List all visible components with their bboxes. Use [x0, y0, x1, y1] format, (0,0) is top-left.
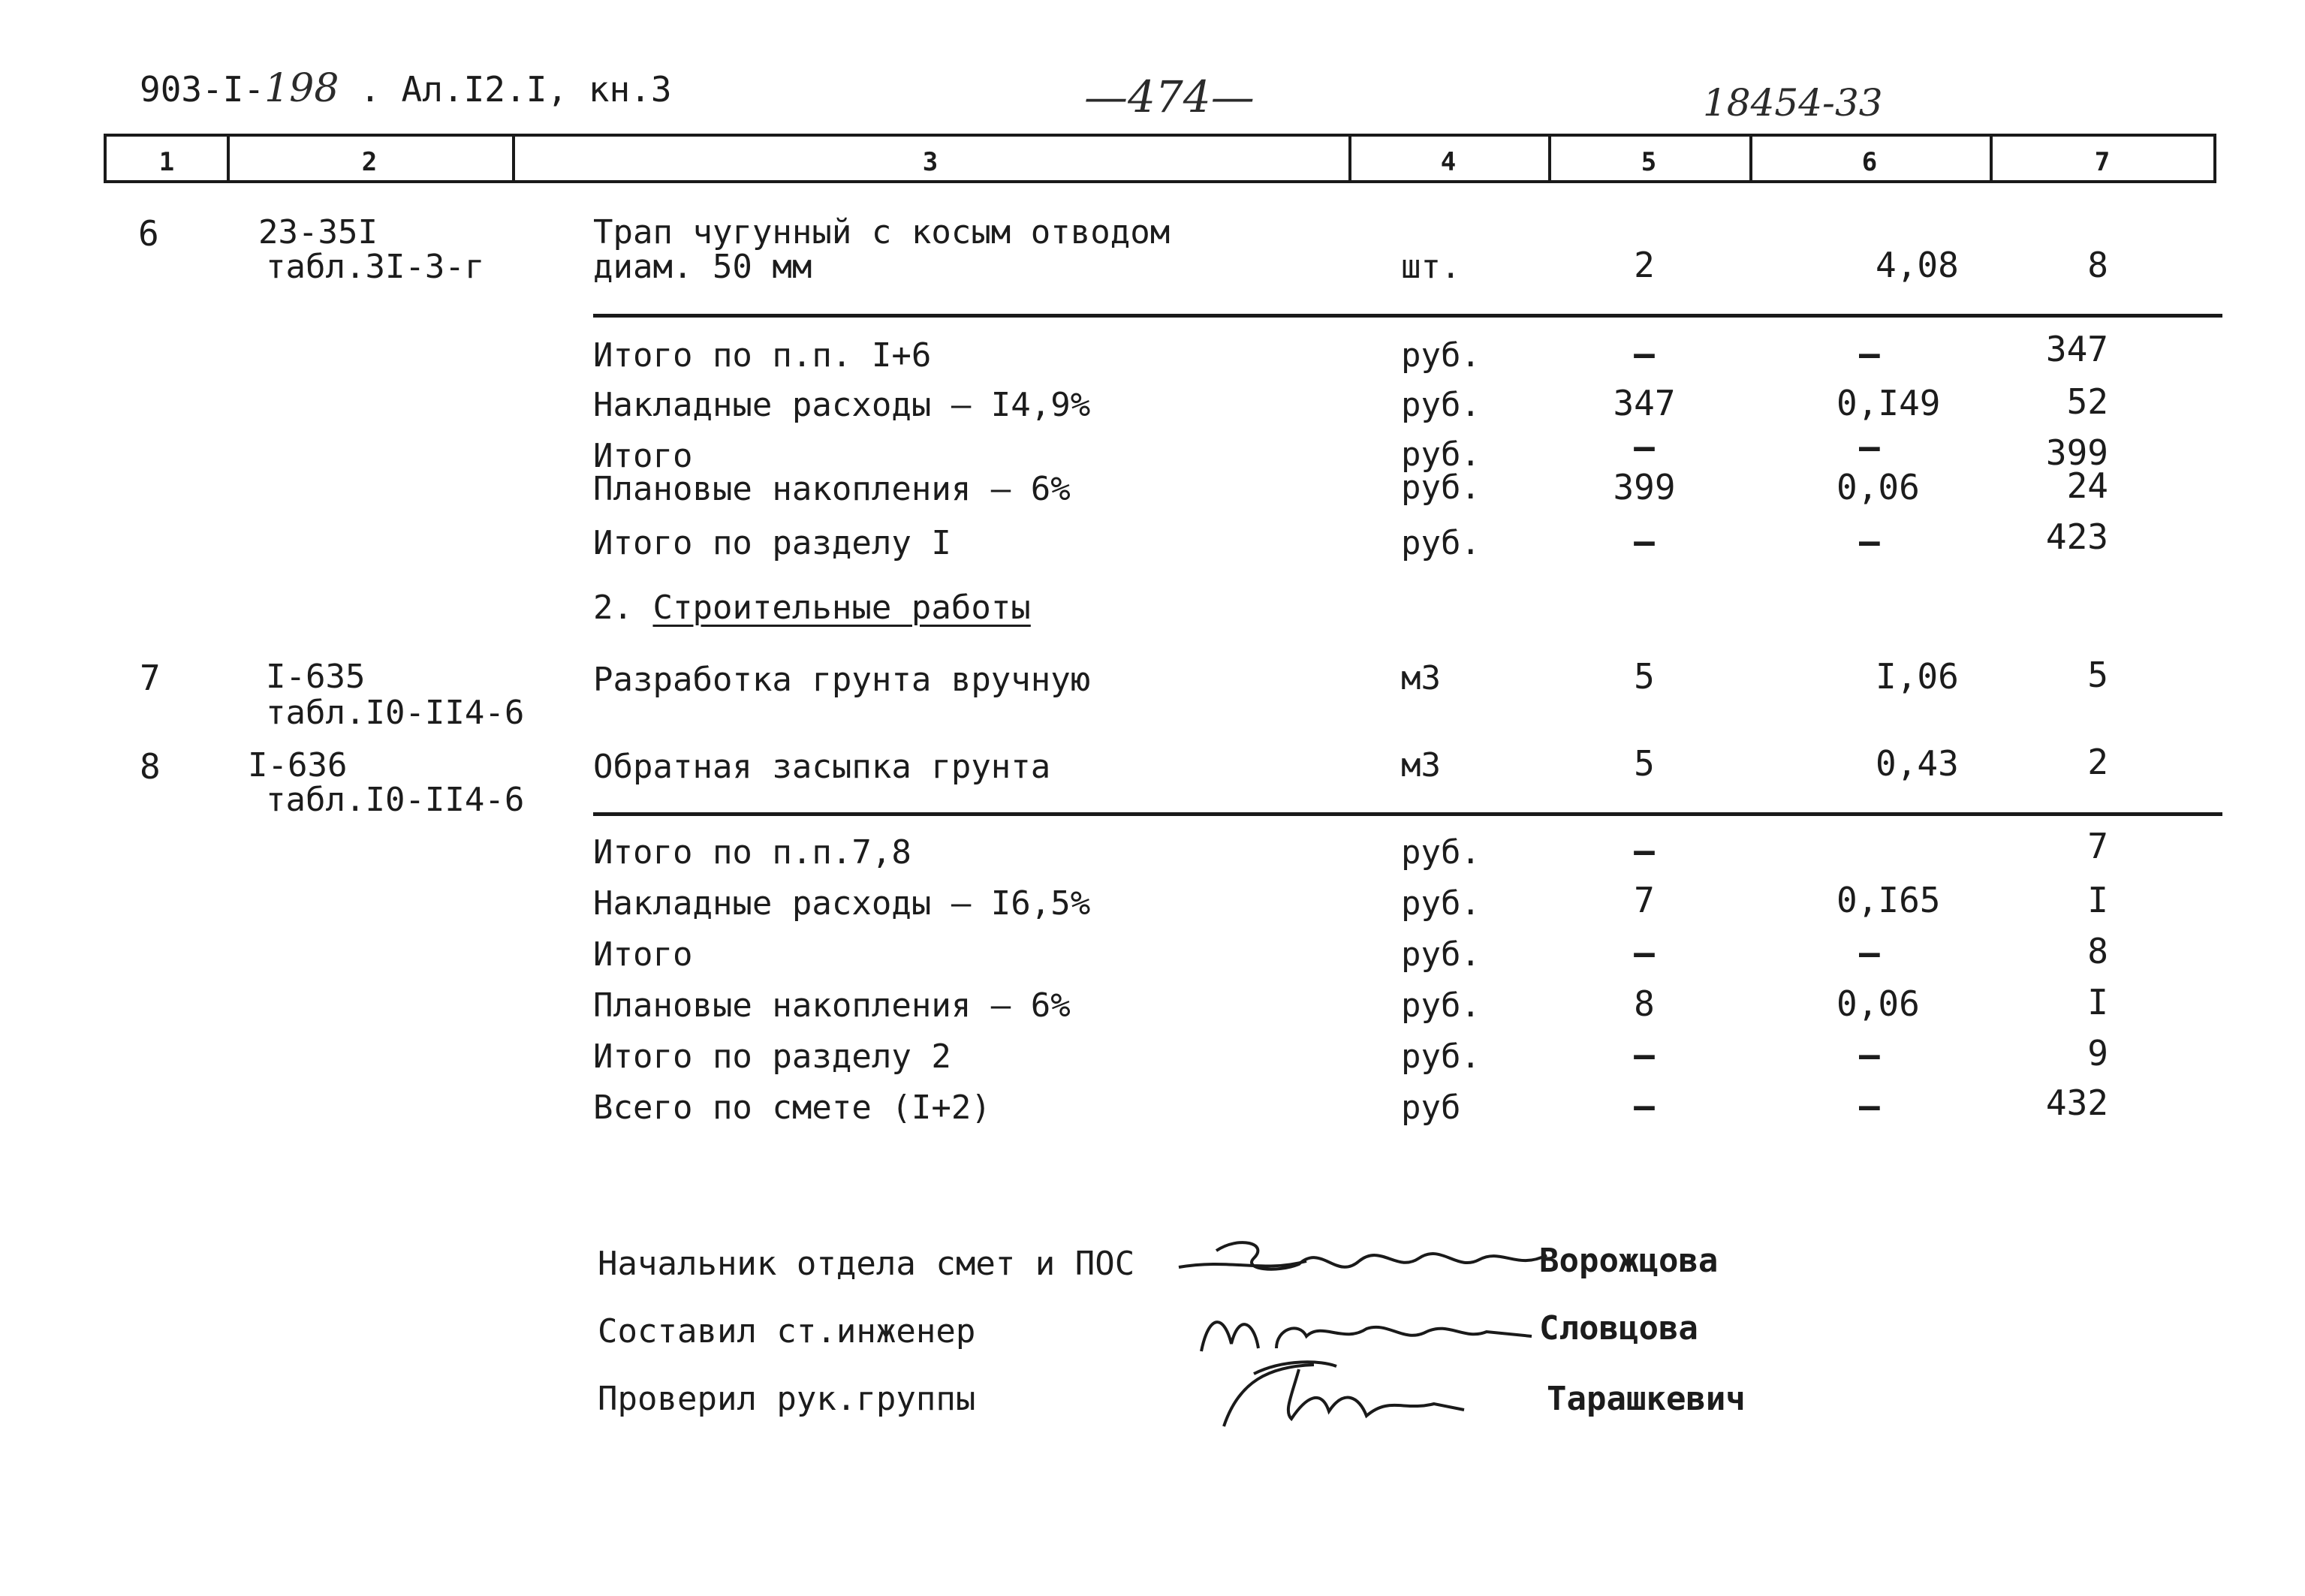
- row-code-table: табл.3I-3-г: [266, 248, 485, 286]
- totals-label: Накладные расходы – I4,9%: [593, 386, 1091, 424]
- totals-value: 7: [2087, 826, 2108, 866]
- totals-price: –: [1859, 932, 1880, 973]
- totals-price: –: [1859, 1086, 1880, 1126]
- row-code-table: табл.I0-II4-6: [266, 694, 525, 732]
- totals-quantity: –: [1634, 1086, 1655, 1126]
- document-code-handwritten: 198: [264, 66, 339, 111]
- totals-value: I: [2087, 982, 2108, 1022]
- column-header-5: 5: [1641, 147, 1657, 177]
- page-number: —474—: [1084, 71, 1255, 122]
- totals-quantity: –: [1634, 1034, 1655, 1075]
- section-2-heading: Строительные работы: [652, 589, 1031, 627]
- signature-role: Проверил рук.группы: [598, 1380, 976, 1418]
- column-header-4: 4: [1440, 147, 1457, 177]
- totals-value: 423: [2045, 516, 2108, 557]
- totals-value: 432: [2045, 1083, 2108, 1123]
- document-code: [140, 66, 672, 111]
- row-unit: шт.: [1401, 248, 1461, 286]
- document-code-prefix: 903-I-: [140, 69, 265, 110]
- totals-value: 52: [2066, 381, 2108, 422]
- totals-price: 0,06: [1836, 467, 1920, 507]
- totals-unit: руб: [1401, 1089, 1461, 1127]
- totals-quantity: 347: [1613, 383, 1676, 423]
- totals-price: –: [1859, 333, 1880, 374]
- totals-label: Итого: [593, 935, 693, 974]
- row-total: 5: [2087, 655, 2108, 695]
- totals-value: I: [2087, 880, 2108, 920]
- totals-label: Итого: [593, 437, 693, 475]
- totals-unit: руб.: [1401, 884, 1481, 923]
- totals-unit: руб.: [1401, 524, 1481, 562]
- signature-role: Составил ст.инженер: [598, 1312, 976, 1351]
- totals-value: 24: [2066, 465, 2108, 506]
- section-2-number: 2.: [593, 589, 633, 627]
- column-header-6: 6: [1861, 147, 1878, 177]
- row-name: Обратная засыпка грунта: [593, 748, 1051, 786]
- totals-value: 347: [2045, 329, 2108, 369]
- totals-unit: руб.: [1401, 435, 1481, 474]
- totals-label: Накладные расходы – I6,5%: [593, 884, 1091, 923]
- totals-label: Итого по п.п. I+6: [593, 336, 932, 375]
- column-header-3: 3: [922, 147, 939, 177]
- totals-price: –: [1859, 1034, 1880, 1075]
- column-header-1: 1: [158, 147, 175, 177]
- inventory-number: 18454-33: [1703, 81, 1883, 125]
- row-code: I-636: [248, 746, 348, 784]
- signature-name: Словцова: [1539, 1309, 1698, 1348]
- totals-unit: руб.: [1401, 986, 1481, 1025]
- totals-value: 399: [2045, 432, 2108, 473]
- row-code-table: табл.I0-II4-6: [266, 781, 525, 819]
- totals-price: 0,I65: [1836, 880, 1941, 920]
- totals-quantity: 399: [1613, 467, 1676, 507]
- totals-quantity: –: [1634, 932, 1655, 973]
- row-code: I-635: [266, 658, 366, 696]
- totals-quantity: 8: [1634, 983, 1655, 1024]
- column-header-7: 7: [2094, 147, 2111, 177]
- totals-label: Итого по разделу 2: [593, 1037, 951, 1076]
- row-unit: м3: [1401, 659, 1441, 697]
- totals-price: –: [1859, 521, 1880, 562]
- totals-unit: руб.: [1401, 1037, 1481, 1076]
- row-quantity: 5: [1634, 656, 1655, 697]
- row-number: 6: [138, 213, 159, 254]
- totals-unit: руб.: [1401, 833, 1481, 872]
- row-total: 8: [2087, 245, 2108, 285]
- totals-quantity: –: [1634, 521, 1655, 562]
- subtotal-rule: [593, 812, 2222, 816]
- totals-quantity: –: [1634, 830, 1655, 871]
- totals-unit: руб.: [1401, 386, 1481, 424]
- row-name-continued: диам. 50 мм: [593, 248, 812, 286]
- totals-value: 9: [2087, 1033, 2108, 1074]
- row-price: I,06: [1876, 656, 1959, 697]
- column-header-row: [104, 134, 2216, 183]
- totals-label: Плановые накопления – 6%: [593, 470, 1071, 508]
- totals-quantity: 7: [1634, 880, 1655, 920]
- row-number: 7: [140, 658, 161, 698]
- signature-scribble: [1209, 1351, 1479, 1434]
- totals-quantity: –: [1634, 333, 1655, 374]
- totals-label: Итого по п.п.7,8: [593, 833, 911, 872]
- totals-unit: руб.: [1401, 468, 1481, 507]
- signature-name: Тарашкевич: [1547, 1380, 1746, 1418]
- totals-value: 8: [2087, 931, 2108, 971]
- totals-quantity: –: [1634, 426, 1655, 467]
- row-quantity: 2: [1634, 245, 1655, 285]
- section-2-title: [593, 589, 1031, 627]
- row-name: Разработка грунта вручную: [593, 661, 1091, 699]
- column-header-2: 2: [361, 147, 378, 177]
- totals-price: 0,06: [1836, 983, 1920, 1024]
- row-price: 0,43: [1876, 743, 1959, 784]
- totals-price: –: [1859, 426, 1880, 467]
- row-code: 23-35I: [258, 213, 378, 251]
- signature-name: Ворожцова: [1539, 1242, 1719, 1280]
- row-quantity: 5: [1634, 743, 1655, 784]
- signature-scribble: [1171, 1228, 1562, 1296]
- row-unit: м3: [1401, 746, 1441, 784]
- totals-label: Итого по разделу I: [593, 524, 951, 562]
- totals-unit: руб.: [1401, 336, 1481, 375]
- totals-label: Плановые накопления – 6%: [593, 986, 1071, 1025]
- totals-price: 0,I49: [1836, 383, 1941, 423]
- row-number: 8: [140, 746, 161, 787]
- subtotal-rule: [593, 314, 2222, 318]
- row-name: Трап чугунный с косым отводом: [593, 213, 1171, 251]
- document-code-suffix: . Ал.I2.I, кн.3: [360, 69, 672, 110]
- row-total: 2: [2087, 742, 2108, 782]
- row-price: 4,08: [1876, 245, 1959, 285]
- totals-unit: руб.: [1401, 935, 1481, 974]
- signature-role: Начальник отдела смет и ПОС: [598, 1245, 1135, 1283]
- totals-label: Всего по смете (I+2): [593, 1089, 991, 1127]
